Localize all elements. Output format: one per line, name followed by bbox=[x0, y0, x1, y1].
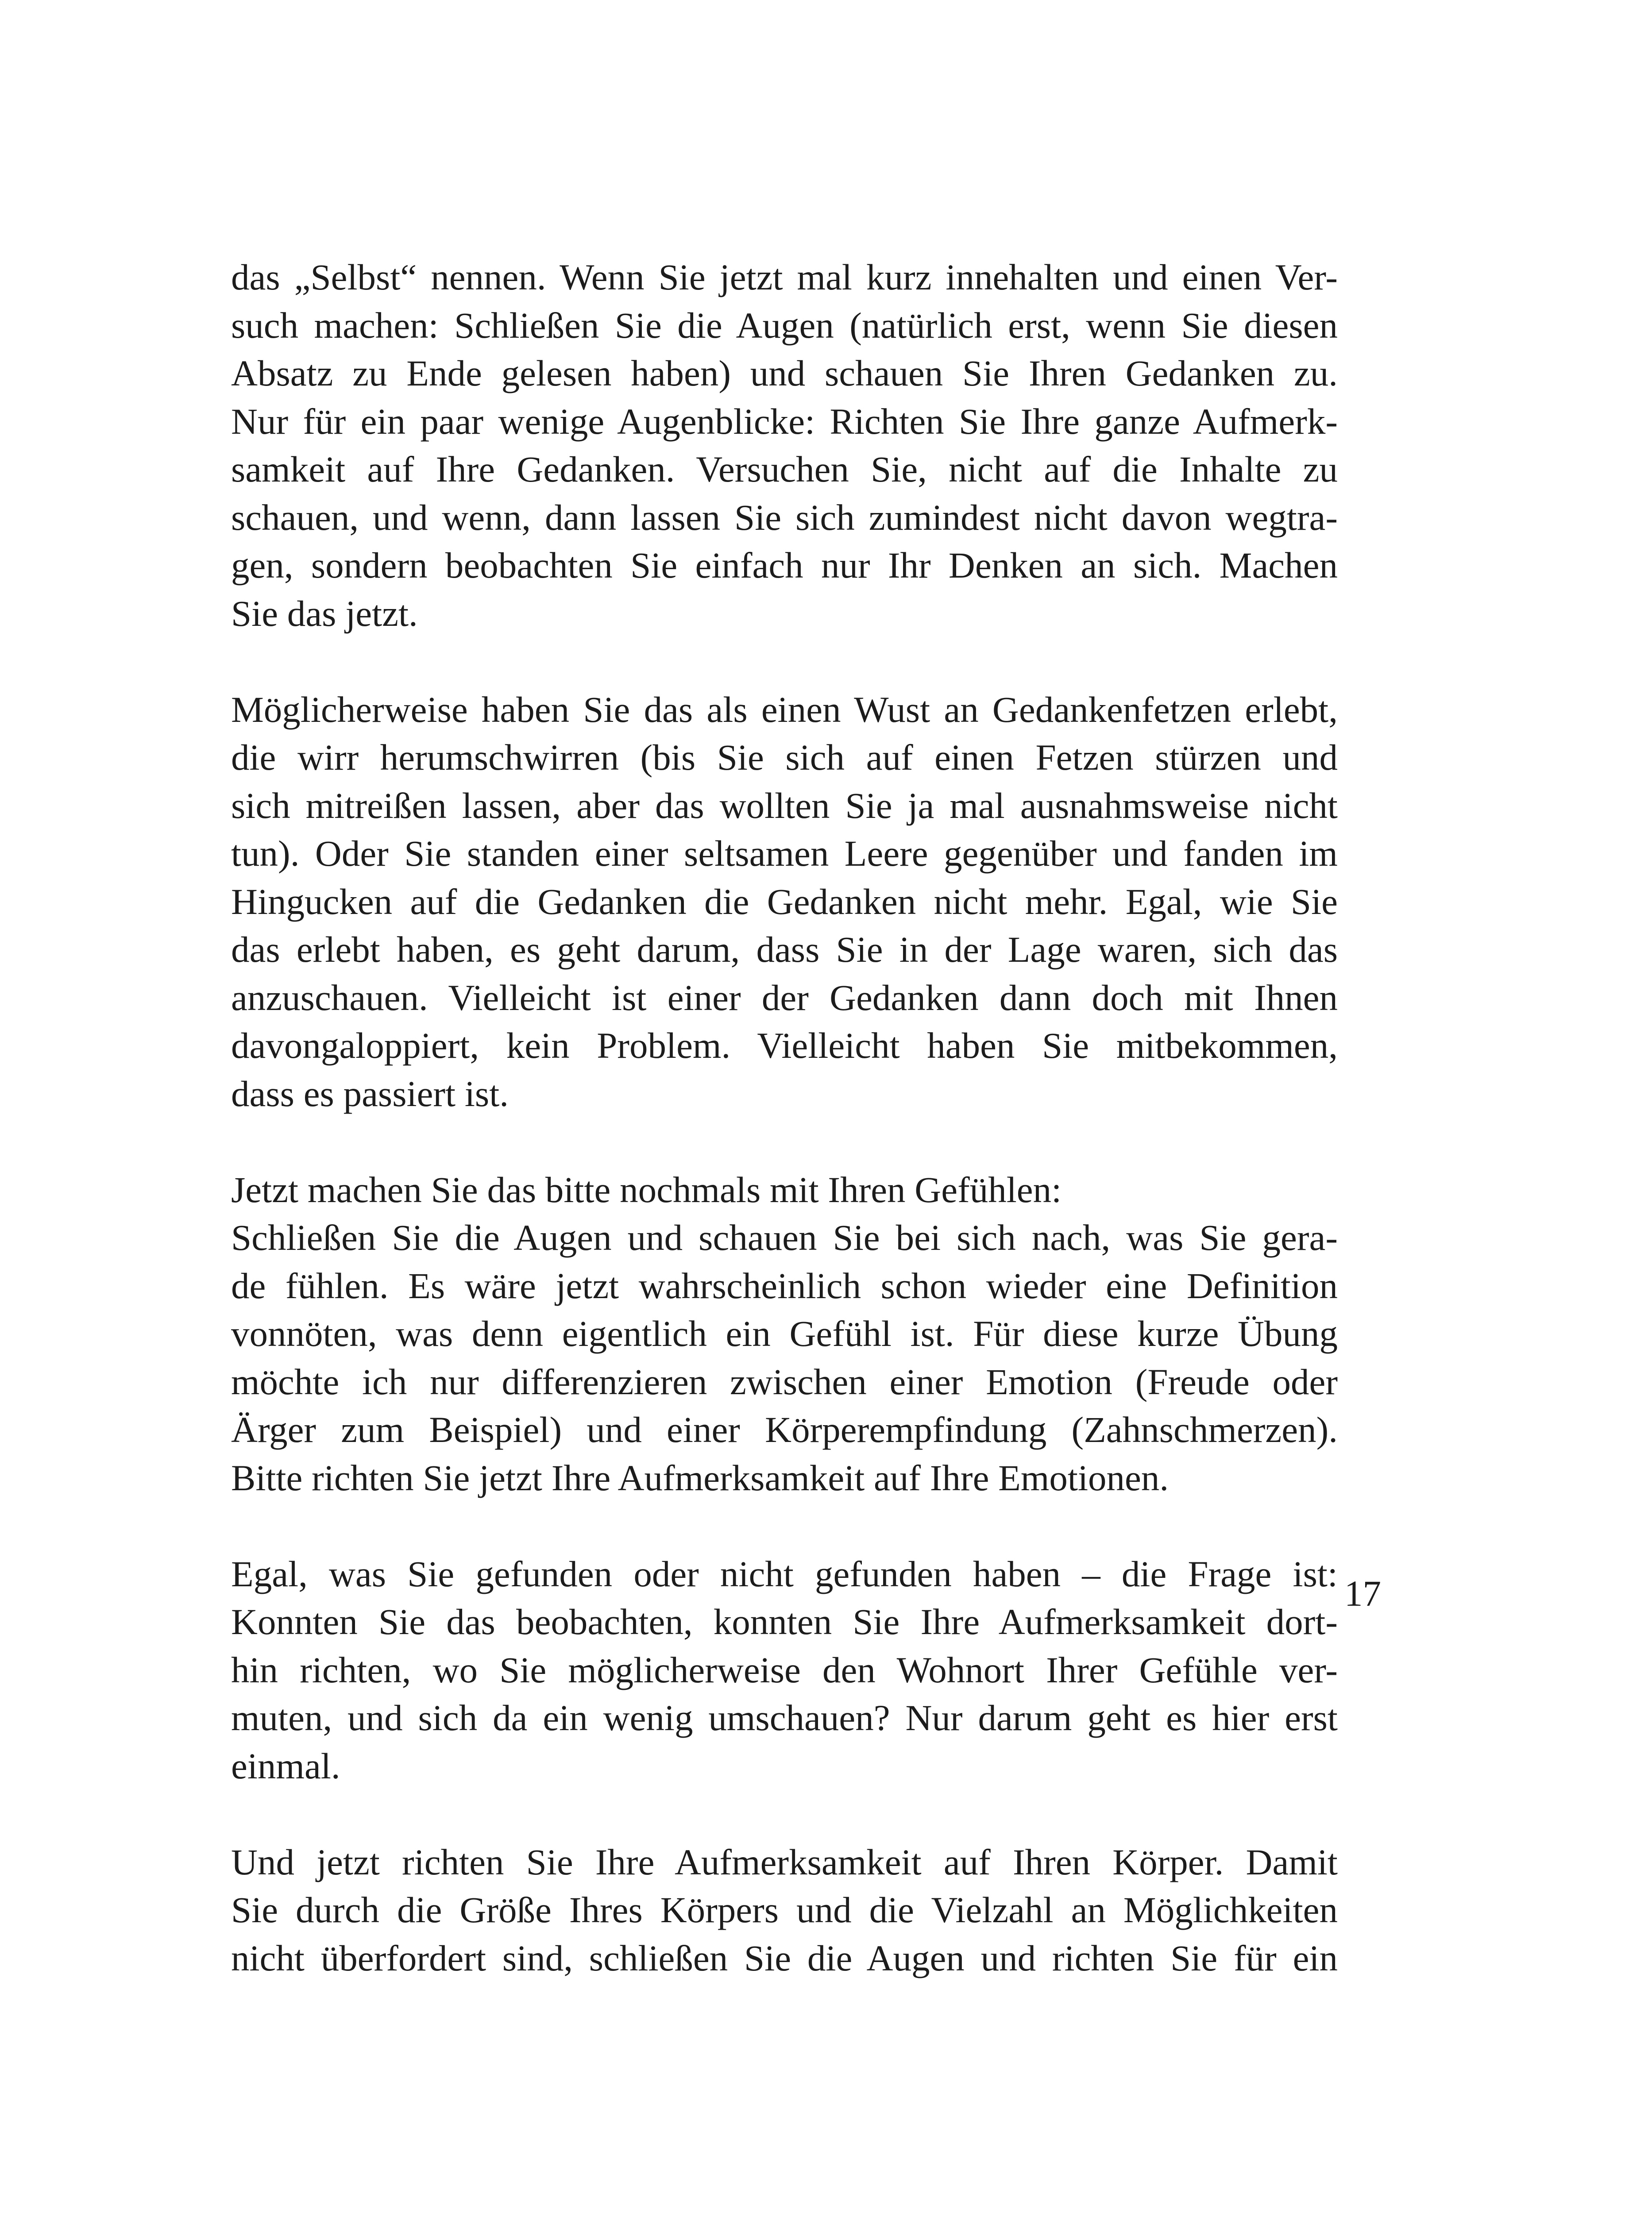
text-line: gen, sondern beobachten Sie einfach nur Ihr Denken an sich. Machen bbox=[231, 545, 1338, 586]
text-line: Möglicherweise haben Sie das als einen Wust an Gedankenfetzen erlebt, bbox=[231, 689, 1338, 730]
text-line: einmal. bbox=[231, 1745, 340, 1786]
text-line: nicht überfordert sind, schließen Sie die Augen und richten Sie für ein bbox=[231, 1937, 1338, 1978]
text-line: Nur für ein paar wenige Augenblicke: Richten Sie Ihre ganze Aufmerk- bbox=[231, 401, 1338, 442]
text-line: das erlebt haben, es geht darum, dass Sie in der Lage waren, sich das bbox=[231, 929, 1338, 970]
text-line: Sie das jetzt. bbox=[231, 593, 418, 634]
text-line: hin richten, wo Sie möglicherweise den Wohnort Ihrer Gefühle ver- bbox=[231, 1649, 1338, 1690]
text-line: vonnöten, was denn eigentlich ein Gefühl ist. Für diese kurze Übung bbox=[231, 1313, 1338, 1354]
text-line: das „Selbst“ nennen. Wenn Sie jetzt mal kurz innehalten und einen Ver- bbox=[231, 257, 1338, 297]
text-line: de fühlen. Es wäre jetzt wahrscheinlich schon wieder eine Definition bbox=[231, 1265, 1338, 1306]
text-line: sich mitreißen lassen, aber das wollten Sie ja mal ausnahmsweise nicht bbox=[231, 785, 1338, 826]
paragraph bbox=[231, 253, 1338, 637]
text-line: die wirr herumschwirren (bis Sie sich auf einen Fetzen stürzen und bbox=[231, 737, 1338, 778]
text-line: Und jetzt richten Sie Ihre Aufmerksamkeit auf Ihren Körper. Damit bbox=[231, 1841, 1338, 1882]
text-line: davongaloppiert, kein Problem. Vielleicht haben Sie mitbekommen, bbox=[231, 1025, 1338, 1066]
paragraph-gap bbox=[231, 1118, 1338, 1166]
text-line: samkeit auf Ihre Gedanken. Versuchen Sie, nicht auf die Inhalte zu bbox=[231, 449, 1338, 490]
paragraph bbox=[231, 1166, 1338, 1502]
text-line: anzuschauen. Vielleicht ist einer der Gedanken dann doch mit Ihnen bbox=[231, 977, 1338, 1018]
text-line: Ärger zum Beispiel) und einer Körperempfindung (Zahnschmerzen). bbox=[231, 1409, 1338, 1450]
text-line: Bitte richten Sie jetzt Ihre Aufmerksamkeit auf Ihre Emotionen. bbox=[231, 1457, 1169, 1498]
body-text bbox=[231, 253, 1338, 1982]
text-line: Absatz zu Ende gelesen haben) und schauen Sie Ihren Gedanken zu. bbox=[231, 353, 1338, 393]
text-line: dass es passiert ist. bbox=[231, 1073, 509, 1114]
paragraph bbox=[231, 1838, 1338, 1982]
text-line: tun). Oder Sie standen einer seltsamen Leere gegenüber und fanden im bbox=[231, 833, 1338, 874]
text-line: Jetzt machen Sie das bitte nochmals mit Ihren Gefühlen: bbox=[231, 1169, 1062, 1210]
text-line: muten, und sich da ein wenig umschauen? Nur darum geht es hier erst bbox=[231, 1697, 1338, 1738]
text-line: Sie durch die Größe Ihres Körpers und die Vielzahl an Möglichkeiten bbox=[231, 1889, 1338, 1930]
paragraph bbox=[231, 1550, 1338, 1790]
text-line: Konnten Sie das beobachten, konnten Sie Ihre Aufmerksamkeit dort- bbox=[231, 1601, 1338, 1642]
paragraph-gap bbox=[231, 637, 1338, 686]
paragraph-gap bbox=[231, 1790, 1338, 1838]
text-line: möchte ich nur differenzieren zwischen einer Emotion (Freude oder bbox=[231, 1361, 1338, 1402]
text-line: Hingucken auf die Gedanken die Gedanken nicht mehr. Egal, wie Sie bbox=[231, 881, 1338, 922]
text-line: Egal, was Sie gefunden oder nicht gefunden haben – die Frage ist: bbox=[231, 1553, 1338, 1594]
text-line: schauen, und wenn, dann lassen Sie sich zumindest nicht davon wegtra- bbox=[231, 497, 1338, 538]
paragraph bbox=[231, 686, 1338, 1118]
page-number: 17 bbox=[1344, 1573, 1381, 1614]
text-line: such machen: Schließen Sie die Augen (natürlich erst, wenn Sie diesen bbox=[231, 305, 1338, 346]
text-line: Schließen Sie die Augen und schauen Sie bei sich nach, was Sie gera- bbox=[231, 1217, 1338, 1258]
paragraph-gap bbox=[231, 1502, 1338, 1550]
